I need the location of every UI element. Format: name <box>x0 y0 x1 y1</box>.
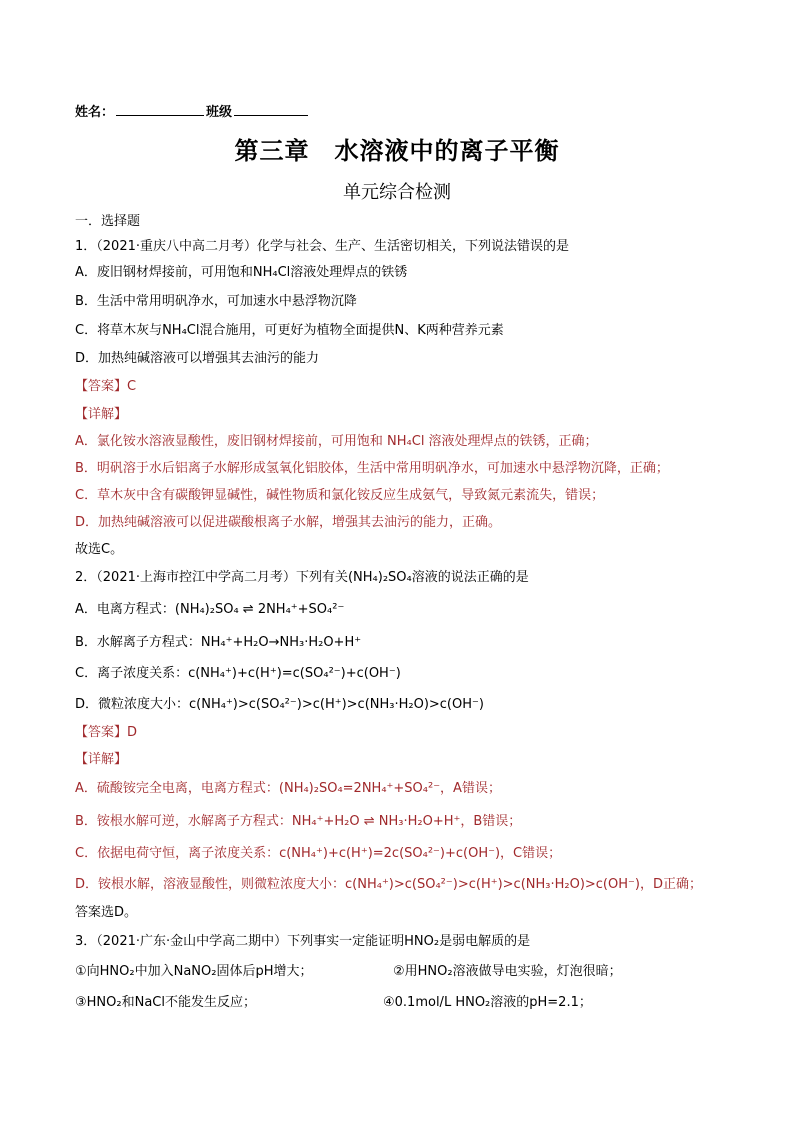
q1-detail-label: 【详解】 <box>75 407 128 422</box>
q2-detail-label: 【详解】 <box>75 752 128 767</box>
name-blank[interactable] <box>116 103 204 116</box>
name-class-line <box>75 103 308 122</box>
q1-option-c: C．将草木灰与NH₄Cl混合施用，可更好为植物全面提供N、K两种营养元素 <box>75 323 504 338</box>
q2-option-c: C．离子浓度关系：c(NH₄⁺)+c(H⁺)=c(SO₄²⁻)+c(OH⁻) <box>75 666 401 681</box>
q3-option-1: ①向HNO₂中加入NaNO₂固体后pH增大； <box>75 964 313 979</box>
q3-option-4: ④0.1mol/L HNO₂溶液的pH=2.1； <box>383 995 592 1010</box>
q1-explain-a: A．氯化铵水溶液显酸性，废旧钢材焊接前，可用饱和 NH₄Cl 溶液处理焊点的铁锈，正确； <box>75 434 598 449</box>
q1-stem: 1．（2021·重庆八中高二月考）化学与社会、生产、生活密切相关，下列说法错误的是 <box>75 239 569 254</box>
q2-option-a: A．电离方程式：(NH₄)₂SO₄ ⇌ 2NH₄⁺+SO₄²⁻ <box>75 602 345 617</box>
q2-conclusion: 答案选D。 <box>75 905 138 920</box>
q2-explain-d: D．铵根水解，溶液显酸性，则微粒浓度大小：c(NH₄⁺)>c(SO₄²⁻)>c(H⁺)>c(NH₃·H₂O)>c(OH⁻)，D正确； <box>75 877 702 892</box>
chapter-title: 第三章 水溶液中的离子平衡 <box>234 137 560 165</box>
q1-explain-b: B．明矾溶于水后铝离子水解形成氢氧化铝胶体，生活中常用明矾净水，可加速水中悬浮物沉降，正确； <box>75 461 669 476</box>
q1-option-d: D．加热纯碱溶液可以增强其去油污的能力 <box>75 351 320 366</box>
q1-answer: 【答案】C <box>75 379 137 394</box>
q2-explain-b: B．铵根水解可逆，水解离子方程式：NH₄⁺+H₂O ⇌ NH₃·H₂O+H⁺，B错误； <box>75 814 522 829</box>
class-label: 班级 <box>206 105 233 120</box>
q2-stem: 2．（2021·上海市控江中学高二月考）下列有关(NH₄)₂SO₄溶液的说法正确的是 <box>75 570 529 585</box>
name-label: 姓名： <box>75 105 115 120</box>
unit-subtitle: 单元综合检测 <box>343 182 451 203</box>
q2-option-d: D．微粒浓度大小：c(NH₄⁺)>c(SO₄²⁻)>c(H⁺)>c(NH₃·H₂O)>c(OH⁻) <box>75 697 484 712</box>
q1-explain-d: D．加热纯碱溶液可以促进碳酸根离子水解，增强其去油污的能力，正确。 <box>75 515 502 530</box>
section-heading: 一．选择题 <box>75 214 141 229</box>
class-blank[interactable] <box>234 103 308 116</box>
q1-conclusion: 故选C。 <box>75 542 124 557</box>
q2-option-b: B．水解离子方程式：NH₄⁺+H₂O→NH₃·H₂O+H⁺ <box>75 635 362 650</box>
q2-explain-c: C．依据电荷守恒，离子浓度关系：c(NH₄⁺)+c(H⁺)=2c(SO₄²⁻)+c(OH⁻)，C错误； <box>75 846 562 861</box>
q1-option-a: A．废旧钢材焊接前，可用饱和NH₄Cl溶液处理焊点的铁锈 <box>75 265 408 280</box>
q1-explain-c: C．草木灰中含有碳酸钾显碱性，碱性物质和氯化铵反应生成氨气，导致氮元素流失，错误； <box>75 488 605 503</box>
q3-option-2: ②用HNO₂溶液做导电实验，灯泡很暗； <box>393 964 622 979</box>
q3-stem: 3．（2021·广东·金山中学高二期中）下列事实一定能证明HNO₂是弱电解质的是 <box>75 934 531 949</box>
q1-option-b: B．生活中常用明矾净水，可加速水中悬浮物沉降 <box>75 294 357 309</box>
q2-answer: 【答案】D <box>75 725 138 740</box>
q2-explain-a: A．硫酸铵完全电离，电离方程式：(NH₄)₂SO₄=2NH₄⁺+SO₄²⁻，A错误； <box>75 781 501 796</box>
q3-option-3: ③HNO₂和NaCl不能发生反应； <box>75 995 256 1010</box>
